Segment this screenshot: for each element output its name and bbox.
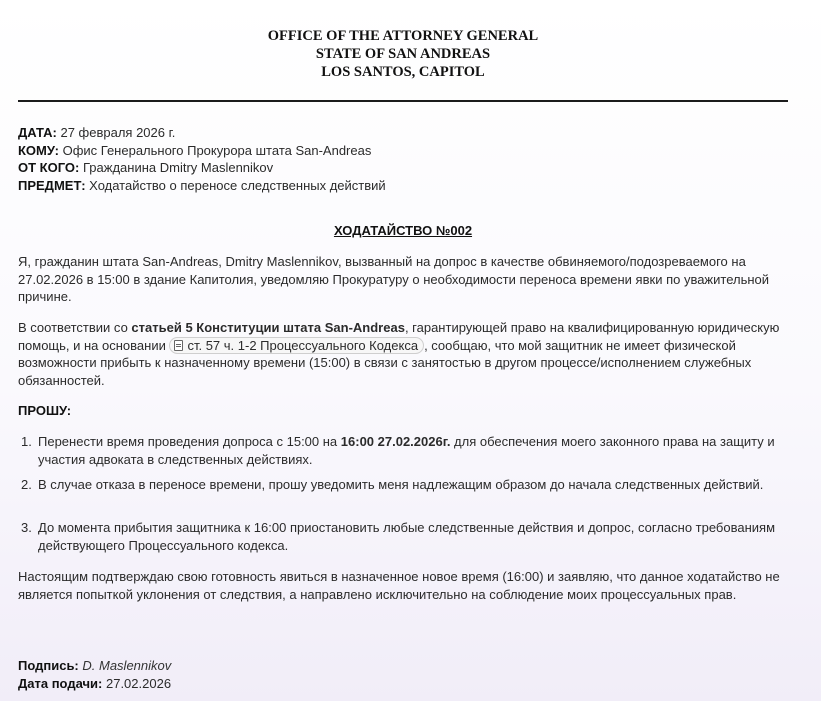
letterhead xyxy=(0,27,806,81)
signature-block xyxy=(18,657,171,692)
meta-date xyxy=(18,124,386,142)
code-reference-label: ст. 57 ч. 1-2 Процессуального Кодекса xyxy=(187,337,419,353)
confirmation-paragraph: Настоящим подтверждаю свою готовность явиться в назначенное новое время (16:00) и заявляю, что данное ходатайство не является попыткой уклонения от следствия, а направлено исключительно на соблюдение моих процессуальных прав. xyxy=(18,569,780,602)
list-number: 2. xyxy=(21,477,32,492)
legal-basis-paragraph xyxy=(18,319,793,389)
letterhead-office: OFFICE OF THE ATTORNEY GENERAL xyxy=(267,28,539,44)
intro-paragraph: Я, гражданин штата San-Andreas, Dmitry Maslennikov, вызванный на допрос в качестве обвиняемого/подозреваемого на 27.02.2026 в 15:00 в здание Капитолия, уведомляю Прокуратуру о необходимости переноса времени явки по уважительной причине. xyxy=(18,254,770,304)
legal-basis-text-1: В соответствии со xyxy=(18,320,132,335)
header-divider xyxy=(18,100,788,102)
submission-date-label: Дата подачи: xyxy=(18,675,103,691)
meta-subject xyxy=(18,177,386,195)
memo-meta xyxy=(18,124,386,194)
letterhead-state: STATE OF SAN ANDREAS xyxy=(315,46,491,62)
code-reference-chip[interactable] xyxy=(169,337,424,354)
document-icon xyxy=(174,340,183,351)
meta-from-label: ОТ КОГО: xyxy=(18,160,80,175)
request-text-2: В случае отказа в переносе времени, прошу уведомить меня надлежащим образом до начала следственных действий. xyxy=(38,477,764,492)
submission-date-row xyxy=(18,675,171,693)
list-number: 3. xyxy=(21,520,32,535)
request-heading: ПРОШУ: xyxy=(18,403,72,418)
meta-from xyxy=(18,159,386,177)
document-title: ХОДАТАЙСТВО №002 xyxy=(333,223,473,238)
signature-value: D. Maslennikov xyxy=(82,658,172,673)
request-list-item-1 xyxy=(18,433,778,468)
meta-to xyxy=(18,142,386,160)
constitution-article: статьей 5 Конституции штата San-Andreas xyxy=(131,320,405,335)
meta-date-label: ДАТА: xyxy=(18,125,57,140)
list-item xyxy=(18,476,778,494)
signature-row xyxy=(18,657,171,675)
request-list-item-2 xyxy=(18,476,778,494)
submission-date-value: 27.02.2026 xyxy=(105,675,172,691)
list-item xyxy=(18,433,778,468)
request-text-1b: для обеспечения моего законного права на защиту и участия адвоката в следственных действиях. xyxy=(38,434,775,467)
legal-basis-text-2: , гарантирующей право на квалифицированную юридическую помощь, и на основании xyxy=(18,320,780,353)
meta-subject-value: Ходатайство о переносе следственных действий xyxy=(89,177,386,193)
meta-date-value: 27 февраля 2026 г. xyxy=(60,125,176,140)
legal-basis-text-3: , сообщаю, что мой защитник не имеет физической возможности прибыть к назначенному времени (15:00) в связи с занятостью в другом процессе/исполнением служебных обязанностей. xyxy=(18,337,752,388)
request-new-time: 16:00 27.02.2026г. xyxy=(340,434,451,449)
request-list-item-3 xyxy=(18,519,778,554)
letterhead-city: LOS SANTOS, CAPITOL xyxy=(321,64,485,80)
meta-to-value: Офис Генерального Прокурора штата San-Andreas xyxy=(62,142,372,158)
list-item xyxy=(18,519,778,554)
request-text-3: До момента прибытия защитника к 16:00 приостановить любые следственные действия и допрос, согласно требованиям действующего Процессуального кодекса. xyxy=(38,520,776,553)
signature-label: Подпись: xyxy=(18,658,79,673)
meta-to-label: КОМУ: xyxy=(18,142,59,158)
list-number: 1. xyxy=(21,434,32,449)
request-text-1a: Перенести время проведения допроса с 15:00 на xyxy=(38,434,341,449)
meta-subject-label: ПРЕДМЕТ: xyxy=(18,177,86,193)
meta-from-value: Гражданина Dmitry Maslennikov xyxy=(82,160,274,175)
